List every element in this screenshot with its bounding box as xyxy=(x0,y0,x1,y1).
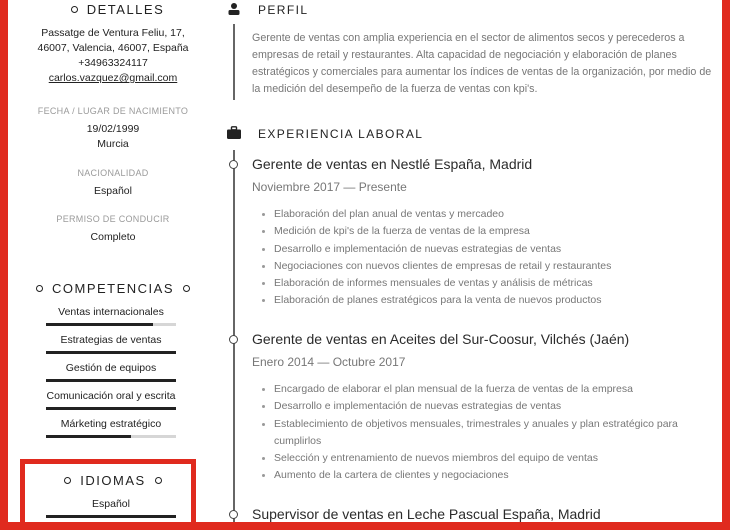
skill-bar xyxy=(46,379,176,382)
email-link[interactable]: carlos.vazquez@gmail.com xyxy=(48,72,178,84)
job-title: Gerente de ventas en Nestlé España, Madrid xyxy=(252,156,533,172)
list-item: Elaboración del plan anual de ventas y mercadeo xyxy=(262,206,702,223)
detalles-heading xyxy=(8,2,218,17)
ring-icon xyxy=(36,285,43,292)
job-bullets xyxy=(262,381,702,485)
perfil-line xyxy=(233,24,235,100)
briefcase-icon xyxy=(227,126,241,139)
birth-label: FECHA / LUGAR DE NACIMIENTO xyxy=(37,106,189,116)
skill-label: Gestión de equipos xyxy=(65,362,157,374)
list-item: Medición de kpi's de la fuerza de ventas de la empresa xyxy=(262,223,702,240)
skill-bar-fill xyxy=(46,379,176,382)
nationality: Español xyxy=(94,185,132,197)
skill-label: Márketing estratégico xyxy=(60,418,162,430)
idiomas-heading-text: IDIOMAS xyxy=(80,473,146,488)
list-item: Elaboración de planes estratégicos para la venta de nuevos productos xyxy=(262,292,702,309)
list-item: Desarrollo e implementación de nuevas estrategias de ventas xyxy=(262,241,702,258)
job-dates: Noviembre 2017 — Presente xyxy=(252,180,407,194)
job-dates: Enero 2014 — Octubre 2017 xyxy=(252,355,406,369)
job-title: Supervisor de ventas en Leche Pascual España, Madrid xyxy=(252,506,601,522)
skill-bar-fill xyxy=(46,351,176,354)
detalles-heading-text: DETALLES xyxy=(86,2,165,17)
skill-label: Estrategias de ventas xyxy=(60,334,162,346)
skill-bar xyxy=(46,323,176,326)
profile-text: Gerente de ventas con amplia experiencia en el sector de alimentos secos y perecederos a empresas de retail y restaurantes. Alta capacidad de negociación y elaboración de planes estratégicos y comerciales para aumentar los índices de ventas de la organización, por medio de la medición del desempeño de la fuerza de ventas con kpi's. xyxy=(252,32,712,95)
skill-item xyxy=(46,360,176,382)
language-bar-fill xyxy=(46,515,176,518)
skill-bar-fill xyxy=(46,435,131,438)
experiencia-heading: EXPERIENCIA LABORAL xyxy=(258,127,424,141)
list-item: Selección y entrenamiento de nuevos miembros del equipo de ventas xyxy=(262,450,702,467)
skill-bar-fill xyxy=(46,407,176,410)
skill-bar xyxy=(46,407,176,410)
skill-label: Ventas internacionales xyxy=(58,306,164,318)
language-bar xyxy=(46,515,176,518)
main-content xyxy=(218,0,722,522)
sidebar xyxy=(8,0,218,522)
list-item: Negociaciones con nuevos clientes de empresas de retail y restaurantes xyxy=(262,258,702,275)
list-item: Establecimiento de objetivos mensuales, trimestrales y anuales y plan estratégico para cumplirlos xyxy=(262,416,702,451)
list-item: Aumento de la cartera de clientes y negociaciones xyxy=(262,467,702,484)
idiomas-heading xyxy=(8,473,218,488)
competencias-heading xyxy=(8,281,218,296)
skill-bar-fill xyxy=(46,323,153,326)
skill-item xyxy=(46,304,176,326)
phone: +34963324117 xyxy=(78,57,148,69)
skill-bar xyxy=(46,435,176,438)
skill-label: Comunicación oral y escrita xyxy=(46,390,176,402)
skill-item xyxy=(46,416,176,438)
resume-page xyxy=(8,0,722,522)
nationality-block xyxy=(8,166,218,199)
address-line-1: Passatge de Ventura Feliu, 17, xyxy=(41,27,185,39)
ring-icon xyxy=(155,477,162,484)
ring-icon xyxy=(183,285,190,292)
ring-icon xyxy=(64,477,71,484)
timeline-dot xyxy=(229,510,238,519)
nationality-label: NACIONALIDAD xyxy=(77,168,149,178)
language-item xyxy=(46,496,176,518)
license-block xyxy=(8,212,218,245)
list-item: Elaboración de informes mensuales de ventas y análisis de métricas xyxy=(262,275,702,292)
skill-bar xyxy=(46,351,176,354)
birth-block xyxy=(8,104,218,152)
list-item: Encargado de elaborar el plan mensual de la fuerza de ventas de la empresa xyxy=(262,381,702,398)
birth-place: Murcia xyxy=(97,138,129,150)
list-item: Desarrollo e implementación de nuevas estrategias de ventas xyxy=(262,398,702,415)
ring-icon xyxy=(71,6,78,13)
birth-date: 19/02/1999 xyxy=(86,123,140,135)
license-label: PERMISO DE CONDUCIR xyxy=(56,214,170,224)
person-icon xyxy=(228,3,240,15)
job-title: Gerente de ventas en Aceites del Sur-Coosur, Vilchés (Jaén) xyxy=(252,331,630,347)
skill-item xyxy=(46,332,176,354)
competencias-heading-text: COMPETENCIAS xyxy=(51,281,174,296)
timeline-dot xyxy=(229,335,238,344)
job-bullets xyxy=(262,206,702,310)
perfil-heading: PERFIL xyxy=(258,3,309,17)
skill-item xyxy=(46,388,176,410)
timeline-dot xyxy=(229,160,238,169)
address-line-2: 46007, Valencia, 46007, España xyxy=(37,42,189,54)
language-label: Español xyxy=(92,498,130,510)
details-block xyxy=(8,26,218,86)
license: Completo xyxy=(90,231,136,243)
